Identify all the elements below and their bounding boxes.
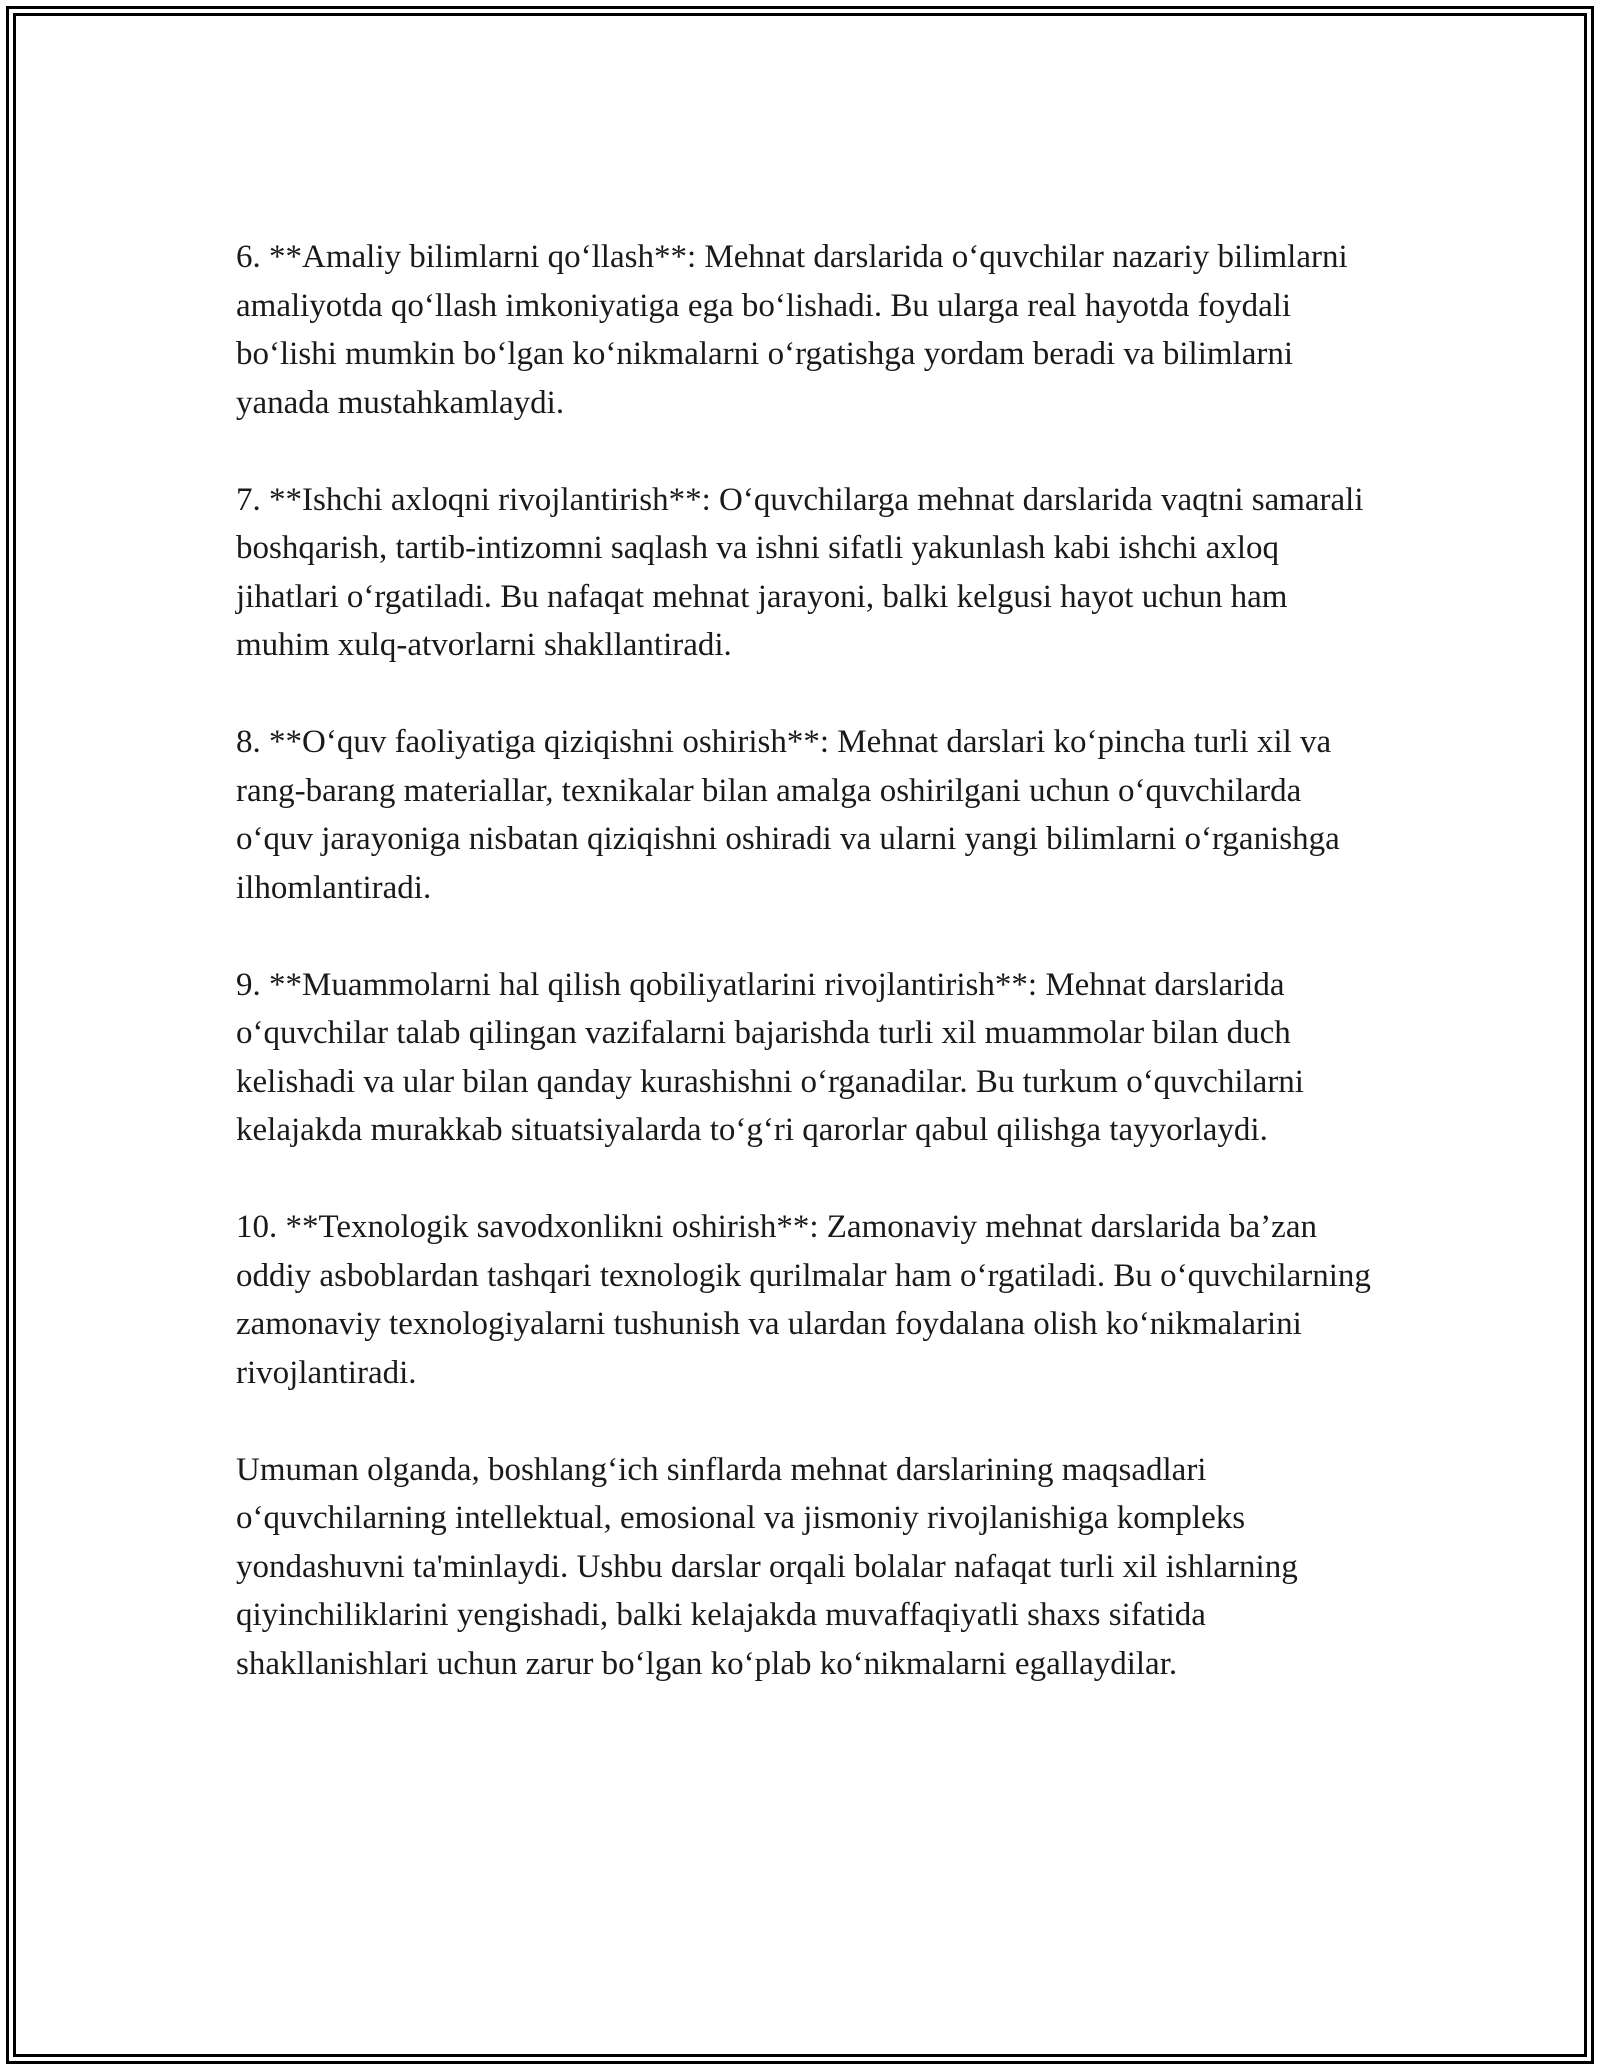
paragraph-item-7: 7. **Ishchi axloqni rivojlantirish**: O‘quvchilarga mehnat darslarida vaqtni samarali boshqarish, tartib-intizomni saqlash va ishni sifatli yakunlash kabi ishchi axloq jihatlari o‘rgatiladi. Bu nafaqat mehnat jarayoni, balki kelgusi hayot uchun ham muhim xulq-atvorlarni shakllantiradi. — [236, 481, 1364, 663]
paragraph-item-6: 6. **Amaliy bilimlarni qo‘llash**: Mehnat darslarida o‘quvchilar nazariy bilimlarni amaliyotda qo‘llash imkoniyatiga ega bo‘lishadi. Bu ularga real hayotda foydali bo‘lishi mumkin bo‘lgan ko‘nikmalarni o‘rgatishga yordam beradi va bilimlarni yanada mustahkamlaydi. — [236, 239, 1348, 421]
document-body — [236, 233, 1386, 1737]
paragraph-conclusion: Umuman olganda, boshlang‘ich sinflarda mehnat darslarining maqsadlari o‘quvchilarning intellektual, emosional va jismoniy rivojlanishiga kompleks yondashuvni ta'minlaydi. Ushbu darslar orqali bolalar nafaqat turli xil ishlarning qiyinchiliklarini yengishadi, balki kelajakda muvaffaqiyatli shaxs sifatida shakllanishlari uchun zarur bo‘lgan ko‘plab ko‘nikmalarni egallaydilar. — [236, 1451, 1298, 1682]
paragraph-item-8: 8. **O‘quv faoliyatiga qiziqishni oshirish**: Mehnat darslari ko‘pincha turli xil va rang-barang materiallar, texnikalar bilan amalga oshirilgani uchun o‘quvchilarda o‘quv jarayoniga nisbatan qiziqishni oshiradi va ularni yangi bilimlarni o‘rganishga ilhomlantiradi. — [236, 724, 1340, 906]
paragraph-item-10: 10. **Texnologik savodxonlikni oshirish**: Zamonaviy mehnat darslarida ba’zan oddiy asboblardan tashqari texnologik qurilmalar ham o‘rgatiladi. Bu o‘quvchilarning zamonaviy texnologiyalarni tushunish va ulardan foydalana olish ko‘nikmalarini rivojlantiradi. — [236, 1209, 1371, 1391]
paragraph-item-9: 9. **Muammolarni hal qilish qobiliyatlarini rivojlantirish**: Mehnat darslarida o‘quvchilar talab qilingan vazifalarni bajarishda turli xil muammolar bilan duch kelishadi va ular bilan qanday kurashishni o‘rganadilar. Bu turkum o‘quvchilarni kelajakda murakkab situatsiyalarda to‘g‘ri qarorlar qabul qilishga tayyorlaydi. — [236, 966, 1304, 1148]
